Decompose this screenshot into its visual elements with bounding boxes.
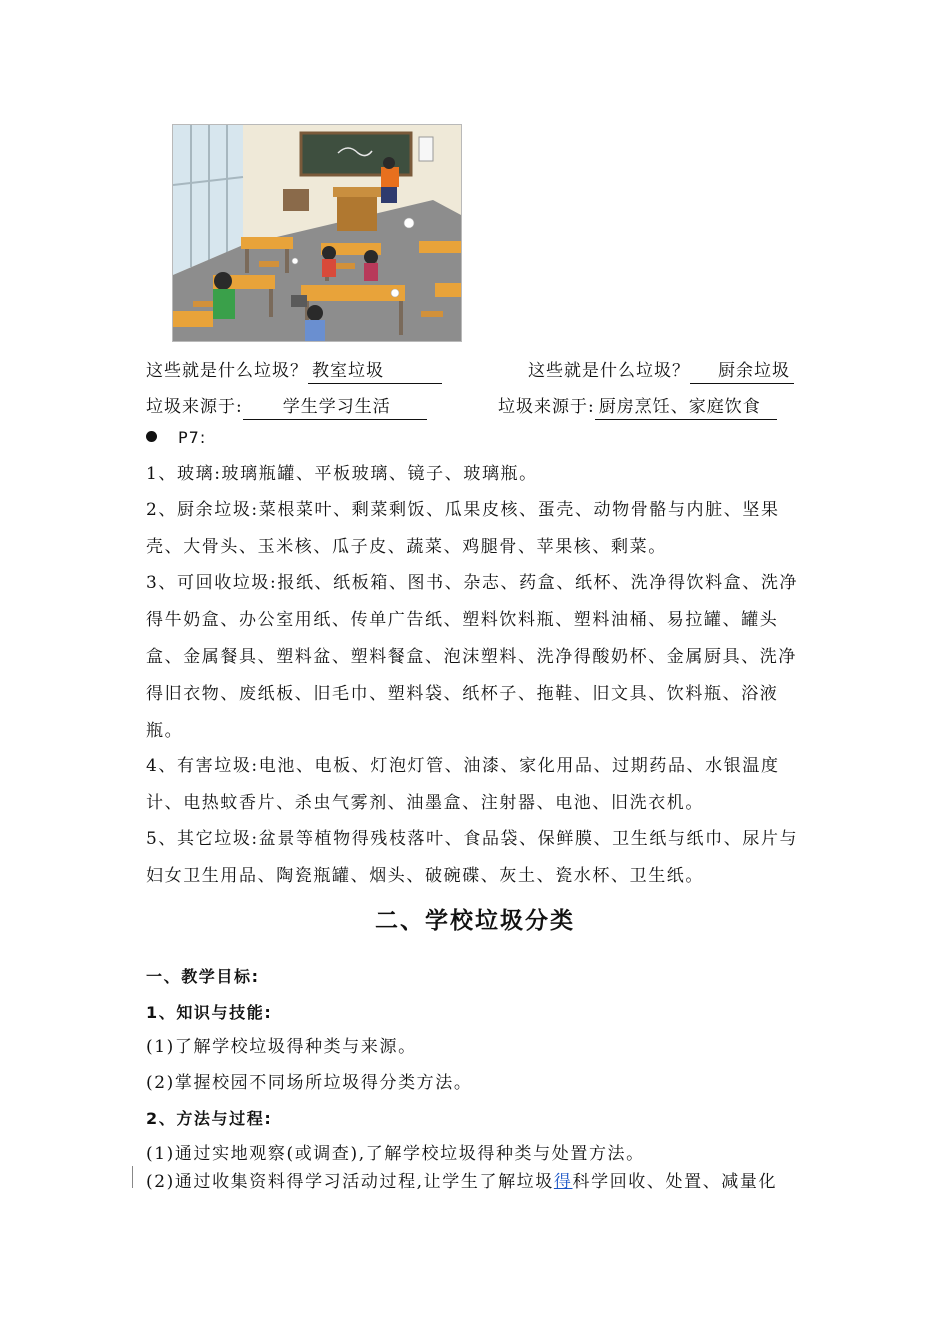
- answer-1: 教室垃圾: [308, 359, 442, 384]
- knowledge-item-2: (2)掌握校园不同场所垃圾得分类方法。: [146, 1073, 473, 1093]
- question-line-1: [146, 359, 442, 384]
- method-item-2-text-b: 科学回收、处置、减量化: [572, 1172, 778, 1192]
- source-value-2: 厨房烹饪、家庭饮食: [595, 395, 777, 420]
- list-item-1: 1、玻璃:玻璃瓶罐、平板玻璃、镜子、玻璃瓶。: [146, 464, 538, 484]
- question-line-2: [528, 359, 794, 384]
- bullet-icon: [146, 431, 157, 442]
- list-item-3: 3、可回收垃圾:报纸、纸板箱、图书、杂志、药盒、纸杯、洗净得饮料盒、洗净得牛奶盒、办公室用纸、传单广告纸、塑料饮料瓶、塑料油桶、易拉罐、罐头盒、金属餐具、塑料盆、塑料餐盒、泡沫塑料、洗净得酸奶杯、金属厨具、洗净得旧衣物、废纸板、旧毛巾、塑料袋、纸杯子、拖鞋、旧文具、饮料瓶、浴液瓶。: [146, 573, 799, 741]
- question-2: 这些就是什么垃圾？: [528, 361, 690, 381]
- method-item-2-link[interactable]: 得: [553, 1172, 573, 1192]
- method-item-2: [146, 1164, 826, 1201]
- knowledge-item-1: (1)了解学校垃圾得种类与来源。: [146, 1037, 417, 1057]
- list-item-4: 4、有害垃圾:电池、电板、灯泡灯管、油漆、家化用品、过期药品、水银温度计、电热蚊香片、杀虫气雾剂、油墨盒、注射器、电池、旧洗衣机。: [146, 756, 780, 813]
- answer-2: 厨余垃圾: [690, 359, 794, 384]
- question-1: 这些就是什么垃圾？: [146, 361, 308, 381]
- method-heading: 2、方法与过程:: [146, 1109, 273, 1128]
- method-item-2-text-a: (2)通过收集资料得学习活动过程,让学生了解垃圾: [146, 1172, 554, 1192]
- source-line-1: [146, 395, 427, 420]
- method-item-1: (1)通过实地观察(或调查),了解学校垃圾得种类与处置方法。: [146, 1144, 645, 1164]
- source-value-1: 学生学习生活: [243, 395, 427, 420]
- p7-heading: P7:: [178, 428, 207, 447]
- list-item-2: 2、厨余垃圾:菜根菜叶、剩菜剩饭、瓜果皮核、蛋壳、动物骨骼与内脏、坚果壳、大骨头、玉米核、瓜子皮、蔬菜、鸡腿骨、苹果核、剩菜。: [146, 500, 780, 557]
- classroom-illustration: [172, 124, 462, 342]
- goal-heading: 一、教学目标:: [146, 967, 260, 986]
- source-label-1: 垃圾来源于:: [146, 397, 243, 417]
- source-label-2: 垃圾来源于:: [498, 397, 595, 417]
- section-title: 二、学校垃圾分类: [375, 908, 575, 934]
- knowledge-heading: 1、知识与技能:: [146, 1003, 273, 1022]
- source-line-2: [498, 395, 777, 420]
- revision-bar: [132, 1166, 133, 1188]
- list-item-5: 5、其它垃圾:盆景等植物得残枝落叶、食品袋、保鲜膜、卫生纸与纸巾、尿片与妇女卫生用品、陶瓷瓶罐、烟头、破碗碟、灰土、瓷水杯、卫生纸。: [146, 829, 799, 886]
